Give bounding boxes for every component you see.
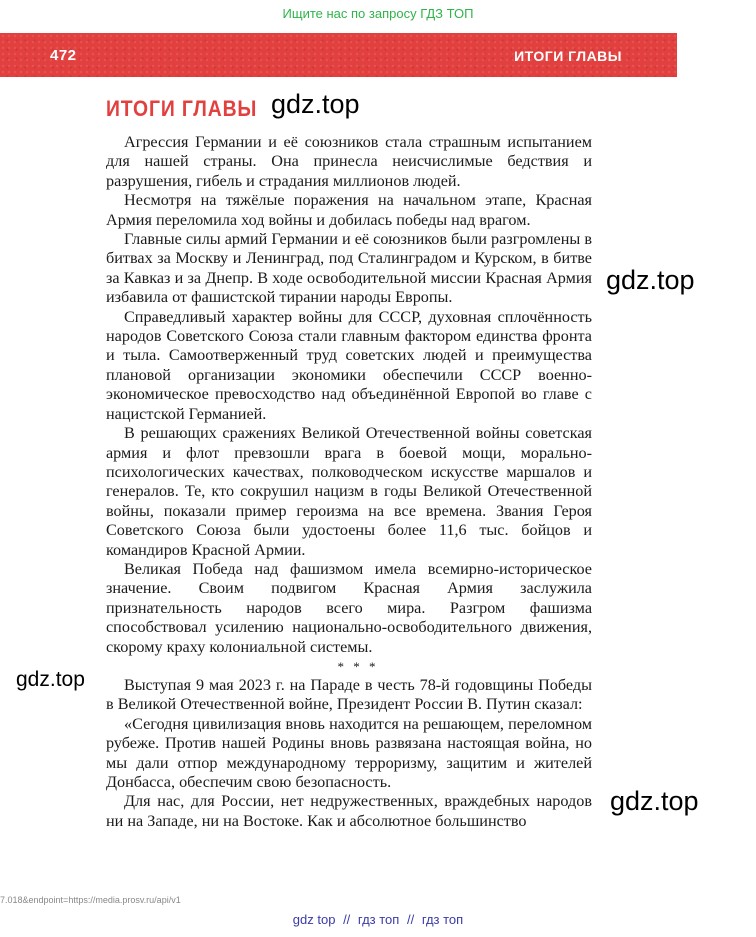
paragraph: Несмотря на тяжёлые поражения на начальном этапе, Красная Армия переломила ход войны и добилась победы над врагом. [106,191,592,229]
footer-link[interactable]: гдз топ [421,912,464,927]
paragraph: Главные силы армий Германии и её союзников были разгромлены в битвах за Москву и Ленинград, под Сталинградом и Курском, в битве за Кавказ и за Днепр. В ходе освободительной миссии Красная Армия избавила от фашистской тирании народы Европы. [106,230,592,307]
watermark: gdz.top [271,89,360,119]
footer-links [0,912,756,927]
watermark: gdz.top [16,668,85,691]
paragraph: Выступая 9 мая 2023 г. на Параде в честь 78-й годовщины Победы в Великой Отечественной войне, Президент России В. Путин сказал: [106,675,592,714]
quote-paragraph: «Сегодня цивилизация вновь находится на решающем, переломном рубеже. Против нашей Родины вновь развязана настоящая война, но мы дали отпор международному терроризму, защитим и жителей Донбасса, обеспечим свою безопасность. [106,714,592,791]
paragraph: Великая Победа над фашизмом имела всемирно-историческое значение. Своим подвигом Красная Армия заслужила признательность народов всего мира. Разгром фашизма способствовал усилению национально-освободительного движения, скорому краху колониальной системы. [106,559,592,656]
header-section-title: ИТОГИ ГЛАВЫ [514,48,622,64]
search-banner: Ищите нас по запросу ГДЗ ТОП [282,6,474,21]
url-fragment: 7.018&endpoint=https://media.prosv.ru/api/v1 [0,895,181,905]
paragraph: Агрессия Германии и её союзников стала страшным испытанием для нашей страны. Она принесла неисчислимые бедствия и разрушения, гибель и страдания миллионов людей. [106,133,592,190]
page-number: 472 [50,47,77,64]
chapter-summary-text [106,133,592,831]
paragraph: В решающих сражениях Великой Отечественной войны советская армия и флот превзошли врага в боевой мощи, морально-психологических качествах, полководческом искусстве маршалов и генералов. Те, кто сокрушил нацизм в годы Великой Отечественной войны, показали пример героизма на все времена. Звания Героя Советского Союза были удостоены более 11,6 тыс. бойцов и командиров Красной Армии. [106,424,592,559]
footer-link[interactable]: гдз топ [357,912,400,927]
chapter-title: ИТОГИ ГЛАВЫ [106,96,258,121]
watermark: gdz.top [606,265,695,295]
footer-link[interactable]: gdz top [292,912,336,927]
watermark: gdz.top [610,786,699,816]
paragraph: Справедливый характер войны для СССР, духовная сплочённость народов Советского Союза стали главным фактором единства фронта и тыла. Самоотверженный труд советских людей и преимущества плановой организации экономики обеспечили СССР военно-экономическое превосходство над объединённой Европой во главе с нацистской Германией. [106,307,592,423]
quote-paragraph: Для нас, для России, нет недружественных, враждебных народов ни на Западе, ни на Востоке. Как и абсолютное большинство [106,792,592,830]
section-separator: * * * [337,658,379,674]
footer-separator: // [406,912,415,927]
footer-separator: // [343,912,351,927]
